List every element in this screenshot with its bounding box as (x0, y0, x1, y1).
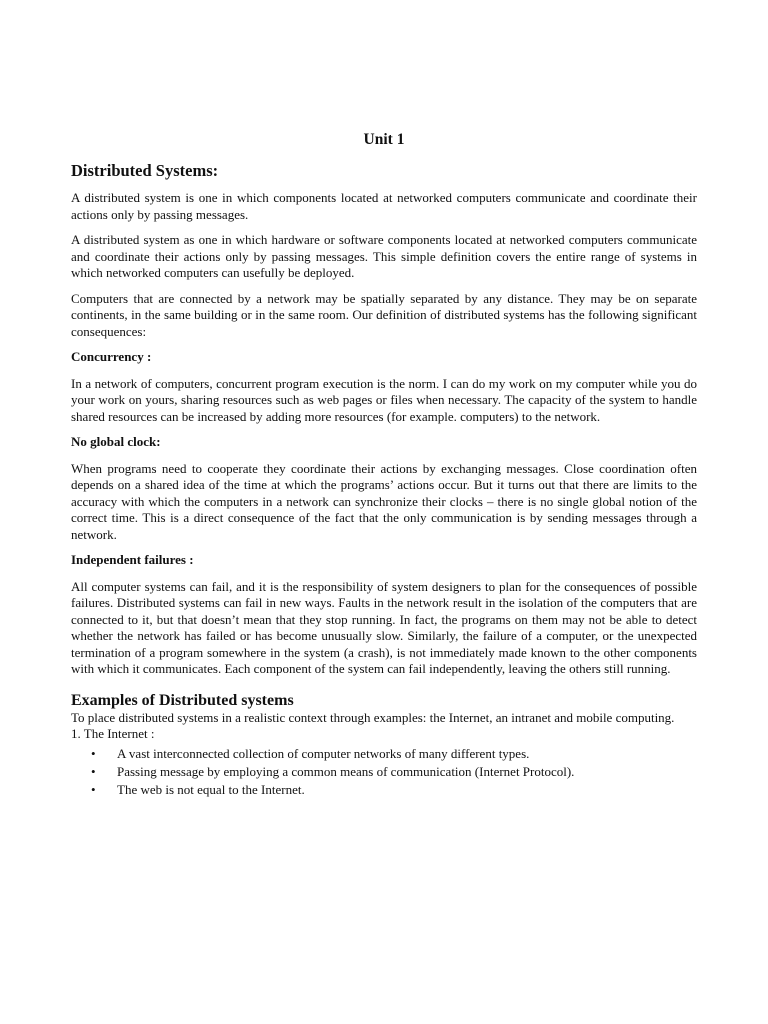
list-label-internet: 1. The Internet : (71, 726, 155, 741)
subheading-no-global-clock: No global clock: (71, 434, 161, 449)
paragraph-no-global-clock: When programs need to cooperate they coordinate their actions by exchanging messages. Close coordination often depends on a shared idea of the time at which the programs’ actions occur. But it turns out that there are limits to the accuracy with which the computers in a network can synchronize their clocks – there is no single global notion of the correct time. This is a direct consequence of the fact that the only communication is by sending messages through a network. (71, 460, 697, 542)
paragraph-definition-1: A distributed system is one in which components located at networked computers communicate and coordinate their actions only by passing messages. (71, 190, 697, 222)
list-item-text: Passing message by employing a common means of communication (Internet Protocol). (117, 763, 575, 779)
paragraph-independent-failures: All computer systems can fail, and it is the responsibility of system designers to plan for the consequences of possible failures. Distributed systems can fail in new ways. Faults in the network result in the isolation of the computers that are connected to it, but that doesn’t mean that they stop running. In fact, the programs on them may not be able to detect whether the network has failed or has become unusually slow. Similarly, the failure of a computer, or the unexpected termination of a program somewhere in the system (a crash), is not immediately made known to the other components with which it communicates. Each component of the system can fail independently, leaving the others still running. (71, 578, 697, 676)
paragraph-examples-intro: To place distributed systems in a realistic context through examples: the Internet, an intranet and mobile computing. (71, 709, 675, 725)
unit-title: Unit 1 (363, 131, 405, 148)
list-item-text: The web is not equal to the Internet. (117, 781, 305, 797)
list-item (71, 781, 697, 799)
bullet-icon: • (91, 781, 96, 797)
paragraph-definition-2: A distributed system as one in which hardware or software components located at networked computers communicate and coordinate their actions only by passing messages. This simple definition covers the entire range of systems in which networked computers can usefully be deployed. (71, 232, 697, 280)
bullet-icon: • (91, 745, 96, 761)
section-heading-distributed-systems: Distributed Systems: (71, 161, 219, 180)
paragraph-concurrency: In a network of computers, concurrent program execution is the norm. I can do my work on my computer while you do your work on yours, sharing resources such as web pages or files when necessary. The capacity of the system to handle shared resources can be increased by adding more resources (for example. computers) to the network. (71, 375, 697, 424)
document-content (71, 130, 697, 799)
bullet-icon: • (91, 763, 96, 779)
subheading-concurrency: Concurrency : (71, 349, 152, 364)
bullet-list (71, 745, 697, 799)
subheading-independent-failures: Independent failures : (71, 552, 194, 567)
list-item-text: A vast interconnected collection of computer networks of many different types. (117, 745, 530, 761)
paragraph-consequences-intro: Computers that are connected by a network may be spatially separated by any distance. They may be on separate continents, in the same building or in the same room. Our definition of distributed systems has the following significant consequences: (71, 290, 697, 339)
list-item (71, 763, 697, 781)
list-item (71, 745, 697, 763)
section-heading-examples: Examples of Distributed systems (71, 691, 294, 709)
